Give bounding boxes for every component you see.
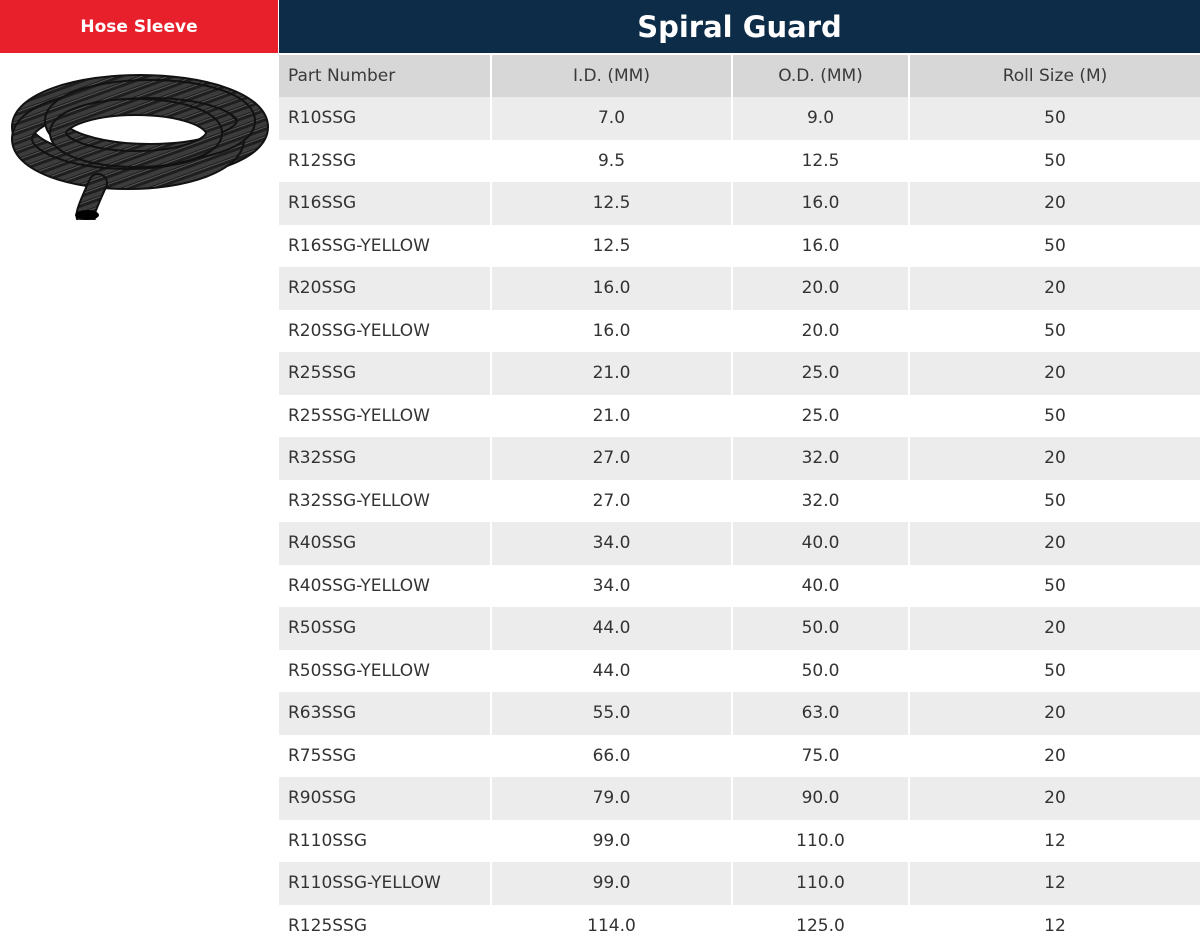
table-body <box>279 97 1200 947</box>
outer-diameter-cell: 20.0 <box>732 267 909 310</box>
roll-size-cell: 50 <box>909 225 1200 268</box>
header-outer-diameter: O.D. (MM) <box>732 55 909 97</box>
part-number-cell: R75SSG <box>279 735 491 778</box>
table-title: Spiral Guard <box>279 0 1200 53</box>
roll-size-cell: 50 <box>909 480 1200 523</box>
table-row <box>279 777 1200 820</box>
table-row <box>279 820 1200 863</box>
part-number-cell: R20SSG <box>279 267 491 310</box>
roll-size-cell: 20 <box>909 692 1200 735</box>
table-row <box>279 905 1200 948</box>
part-number-cell: R50SSG <box>279 607 491 650</box>
roll-size-cell: 50 <box>909 395 1200 438</box>
roll-size-cell: 20 <box>909 777 1200 820</box>
product-image <box>0 55 278 220</box>
roll-size-cell: 20 <box>909 522 1200 565</box>
spec-table <box>279 55 1200 947</box>
roll-size-cell: 12 <box>909 905 1200 948</box>
inner-diameter-cell: 99.0 <box>491 820 732 863</box>
outer-diameter-cell: 63.0 <box>732 692 909 735</box>
table-row <box>279 395 1200 438</box>
part-number-cell: R25SSG-YELLOW <box>279 395 491 438</box>
outer-diameter-cell: 16.0 <box>732 182 909 225</box>
inner-diameter-cell: 66.0 <box>491 735 732 778</box>
part-number-cell: R110SSG <box>279 820 491 863</box>
inner-diameter-cell: 44.0 <box>491 607 732 650</box>
roll-size-cell: 50 <box>909 140 1200 183</box>
inner-diameter-cell: 7.0 <box>491 97 732 140</box>
inner-diameter-cell: 12.5 <box>491 225 732 268</box>
inner-diameter-cell: 16.0 <box>491 310 732 353</box>
outer-diameter-cell: 12.5 <box>732 140 909 183</box>
table-row <box>279 692 1200 735</box>
table-row <box>279 522 1200 565</box>
table-row <box>279 862 1200 905</box>
table-row <box>279 267 1200 310</box>
roll-size-cell: 50 <box>909 97 1200 140</box>
roll-size-cell: 20 <box>909 267 1200 310</box>
outer-diameter-cell: 16.0 <box>732 225 909 268</box>
roll-size-cell: 50 <box>909 565 1200 608</box>
inner-diameter-cell: 9.5 <box>491 140 732 183</box>
outer-diameter-cell: 50.0 <box>732 607 909 650</box>
table-row <box>279 225 1200 268</box>
inner-diameter-cell: 21.0 <box>491 395 732 438</box>
inner-diameter-cell: 34.0 <box>491 522 732 565</box>
part-number-cell: R40SSG <box>279 522 491 565</box>
table-row <box>279 437 1200 480</box>
inner-diameter-cell: 16.0 <box>491 267 732 310</box>
table-row <box>279 735 1200 778</box>
outer-diameter-cell: 40.0 <box>732 522 909 565</box>
part-number-cell: R40SSG-YELLOW <box>279 565 491 608</box>
table-row <box>279 607 1200 650</box>
outer-diameter-cell: 110.0 <box>732 862 909 905</box>
outer-diameter-cell: 20.0 <box>732 310 909 353</box>
table-row <box>279 565 1200 608</box>
inner-diameter-cell: 34.0 <box>491 565 732 608</box>
roll-size-cell: 50 <box>909 310 1200 353</box>
outer-diameter-cell: 125.0 <box>732 905 909 948</box>
part-number-cell: R10SSG <box>279 97 491 140</box>
outer-diameter-cell: 50.0 <box>732 650 909 693</box>
table-row <box>279 140 1200 183</box>
outer-diameter-cell: 32.0 <box>732 480 909 523</box>
table-row <box>279 352 1200 395</box>
part-number-cell: R110SSG-YELLOW <box>279 862 491 905</box>
inner-diameter-cell: 114.0 <box>491 905 732 948</box>
table-row <box>279 182 1200 225</box>
table-row <box>279 480 1200 523</box>
inner-diameter-cell: 44.0 <box>491 650 732 693</box>
left-panel <box>0 0 278 950</box>
roll-size-cell: 20 <box>909 352 1200 395</box>
category-tab[interactable]: Hose Sleeve <box>0 0 278 53</box>
inner-diameter-cell: 99.0 <box>491 862 732 905</box>
part-number-cell: R90SSG <box>279 777 491 820</box>
roll-size-cell: 20 <box>909 182 1200 225</box>
part-number-cell: R12SSG <box>279 140 491 183</box>
outer-diameter-cell: 90.0 <box>732 777 909 820</box>
part-number-cell: R125SSG <box>279 905 491 948</box>
inner-diameter-cell: 21.0 <box>491 352 732 395</box>
header-part-number: Part Number <box>279 55 491 97</box>
part-number-cell: R16SSG <box>279 182 491 225</box>
outer-diameter-cell: 110.0 <box>732 820 909 863</box>
right-panel <box>279 0 1200 950</box>
part-number-cell: R32SSG <box>279 437 491 480</box>
outer-diameter-cell: 25.0 <box>732 395 909 438</box>
table-row <box>279 97 1200 140</box>
part-number-cell: R16SSG-YELLOW <box>279 225 491 268</box>
outer-diameter-cell: 40.0 <box>732 565 909 608</box>
inner-diameter-cell: 27.0 <box>491 437 732 480</box>
outer-diameter-cell: 25.0 <box>732 352 909 395</box>
table-row <box>279 650 1200 693</box>
outer-diameter-cell: 9.0 <box>732 97 909 140</box>
roll-size-cell: 20 <box>909 437 1200 480</box>
table-row <box>279 310 1200 353</box>
part-number-cell: R50SSG-YELLOW <box>279 650 491 693</box>
header-inner-diameter: I.D. (MM) <box>491 55 732 97</box>
roll-size-cell: 20 <box>909 735 1200 778</box>
roll-size-cell: 12 <box>909 820 1200 863</box>
roll-size-cell: 12 <box>909 862 1200 905</box>
roll-size-cell: 20 <box>909 607 1200 650</box>
part-number-cell: R20SSG-YELLOW <box>279 310 491 353</box>
inner-diameter-cell: 55.0 <box>491 692 732 735</box>
part-number-cell: R25SSG <box>279 352 491 395</box>
header-roll-size: Roll Size (M) <box>909 55 1200 97</box>
inner-diameter-cell: 12.5 <box>491 182 732 225</box>
part-number-cell: R63SSG <box>279 692 491 735</box>
roll-size-cell: 50 <box>909 650 1200 693</box>
table-header-row <box>279 55 1200 97</box>
outer-diameter-cell: 32.0 <box>732 437 909 480</box>
part-number-cell: R32SSG-YELLOW <box>279 480 491 523</box>
outer-diameter-cell: 75.0 <box>732 735 909 778</box>
inner-diameter-cell: 27.0 <box>491 480 732 523</box>
spiral-guard-coil-icon <box>0 55 278 220</box>
inner-diameter-cell: 79.0 <box>491 777 732 820</box>
